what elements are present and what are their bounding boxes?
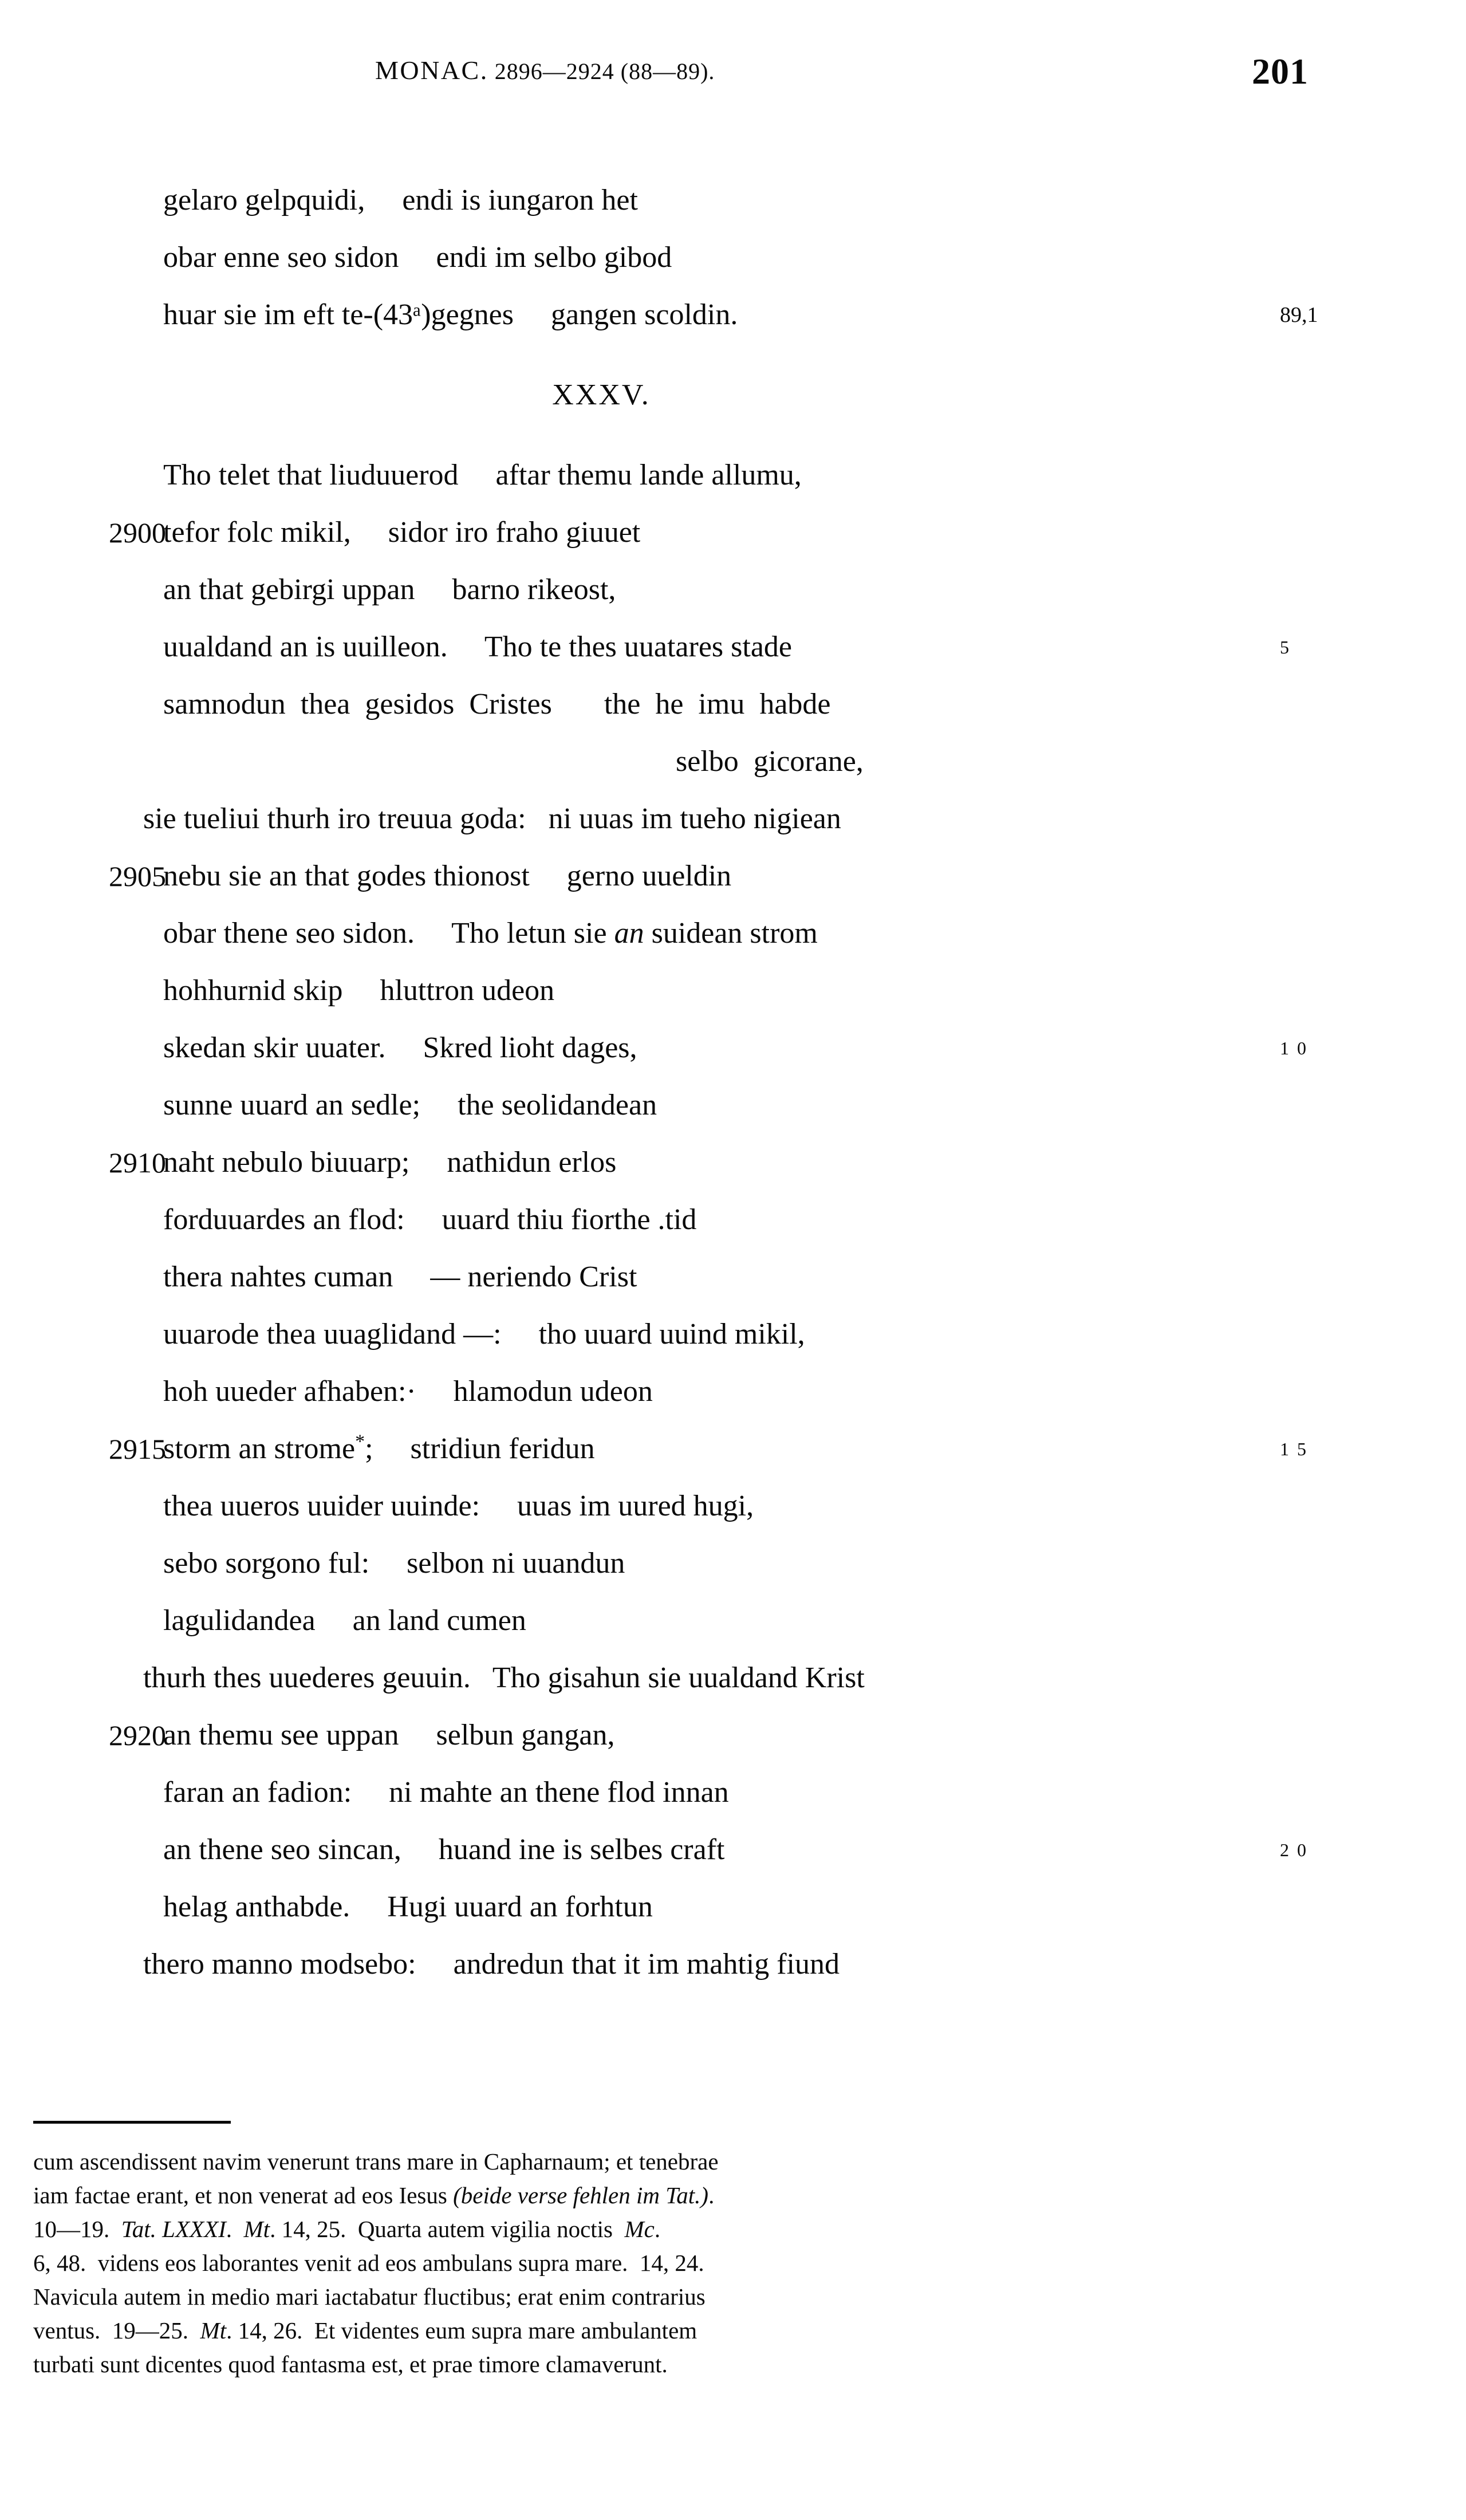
verse-line — [0, 1879, 1466, 1936]
verse-line-number: 2905 — [109, 860, 166, 892]
verse-line-text: thea uueros uuider uuinde: uuas im uured hugi, — [163, 1490, 754, 1522]
margin-line-number: 1 0 — [1280, 1038, 1308, 1058]
verse-line — [0, 504, 1466, 561]
verse-line-text: uuarode thea uuaglidand —: tho uuard uuind mikil, — [163, 1318, 805, 1350]
verse-line-number: 2915 — [109, 1433, 166, 1465]
verse-line — [0, 561, 1466, 619]
verse-line — [0, 1478, 1466, 1535]
verse-line — [0, 1191, 1466, 1249]
verse-line — [0, 1306, 1466, 1363]
page-number: 201 — [1252, 51, 1309, 92]
verse-line — [0, 1134, 1466, 1191]
margin-line-number: 5 — [1280, 637, 1291, 657]
verse-line-text: naht nebulo biuuarp; nathidun erlos — [163, 1146, 617, 1179]
verse-line-text: helag anthabde. Hugi uuard an forhtun — [163, 1891, 653, 1923]
verse-line-text: skedan skir uuater. Skred lioht dages, — [163, 1031, 637, 1064]
verse-line — [0, 619, 1466, 676]
verse-line-text: thurh thes uuederes geuuin. Tho gisahun sie uualdand Krist — [143, 1661, 865, 1694]
verse-line-text: thera nahtes cuman — neriendo Crist — [163, 1261, 637, 1293]
verse-line — [0, 447, 1466, 504]
verse-line-text: obar thene seo sidon. Tho letun sie an suidean strom — [163, 917, 818, 950]
margin-line-number: 89,1 — [1280, 303, 1318, 327]
verse-line-text: an thene seo sincan, huand ine is selbes craft — [163, 1833, 725, 1866]
running-head — [0, 51, 1466, 107]
verse-line-text: faran an fadion: ni mahte an thene flod innan — [163, 1776, 729, 1809]
verse-line — [0, 1707, 1466, 1764]
footnote-line: iam factae erant, et non venerat ad eos Iesus (beide verse fehlen im Tat.). — [33, 2182, 715, 2208]
verse-line — [0, 1019, 1466, 1077]
verse-line — [0, 676, 1466, 733]
running-head-work: MONAC. — [375, 56, 488, 85]
footnote-line: 10—19. Tat. LXXXI. Mt. 14, 25. Quarta autem vigilia noctis Mc. — [33, 2216, 661, 2242]
verse-line — [0, 962, 1466, 1019]
running-head-title — [375, 55, 715, 85]
chapter-heading-label: XXXV. — [552, 379, 651, 411]
verse-line-text: forduuardes an flod: uuard thiu fiorthe .tid — [163, 1203, 697, 1236]
verse-line-number: 2910 — [109, 1147, 166, 1179]
verse-line-text: tefor folc mikil, sidor iro fraho giuuet — [163, 516, 641, 549]
footnote-line: turbati sunt dicentes quod fantasma est, et prae timore clamaverunt. — [33, 2351, 668, 2377]
verse-line-text: obar enne seo sidon endi im selbo gibod — [163, 241, 672, 274]
footnote-divider — [33, 2121, 231, 2124]
verse-line-text: sunne uuard an sedle; the seolidandean — [163, 1089, 657, 1121]
verse-line-text: an themu see uppan selbun gangan, — [163, 1719, 615, 1751]
verse-line — [0, 790, 1466, 848]
verse-line — [0, 1649, 1466, 1707]
running-head-refs: 2896—2924 (88—89). — [494, 58, 715, 84]
verse-line-text: selbo gicorane, — [676, 745, 864, 778]
verse-line-number: 2900 — [109, 517, 166, 549]
verse-line-text: sebo sorgono ful: selbon ni uuandun — [163, 1547, 625, 1580]
verse-line-text: samnodun thea gesidos Cristes the he imu habde — [163, 688, 831, 720]
margin-line-number: 2 0 — [1280, 1840, 1308, 1860]
footnote-line: Navicula autem in medio mari iactabatur fluctibus; erat enim contrarius — [33, 2283, 706, 2310]
verse-line — [0, 1249, 1466, 1306]
verse-line — [0, 1420, 1466, 1478]
verse-line-text: sie tueliui thurh iro treuua goda: ni uuas im tueho nigiean — [143, 802, 841, 835]
verse-line-text: huar sie im eft te-(43ᵃ)gegnes gangen scoldin. — [163, 298, 738, 331]
verse-line-text: gelaro gelpquidi, endi is iungaron het — [163, 184, 638, 216]
verse-line — [0, 1936, 1466, 1993]
footnote-line: cum ascendissent navim venerunt trans mare in Capharnaum; et tenebrae — [33, 2148, 719, 2175]
verse-line — [0, 1764, 1466, 1821]
verse-line-text: an that gebirgi uppan barno rikeost, — [163, 573, 616, 606]
verse-line-text: hoh uueder afhaben:· hlamodun udeon — [163, 1375, 653, 1408]
verse-line — [0, 1535, 1466, 1592]
verse-line — [0, 1077, 1466, 1134]
footnote-line: ventus. 19—25. Mt. 14, 26. Et videntes eum supra mare ambulantem — [33, 2317, 697, 2344]
verse-line — [0, 229, 1466, 286]
verse-line-text: hohhurnid skip hluttron udeon — [163, 974, 555, 1007]
verse-line-text: Tho telet that liuduuerod aftar themu lande allumu, — [163, 459, 802, 491]
verse-line-text: nebu sie an that godes thionost gerno uueldin — [163, 860, 732, 892]
margin-line-number: 1 5 — [1280, 1439, 1308, 1459]
verse-line — [0, 1821, 1466, 1879]
verse-line-text: thero manno modsebo: andredun that it im mahtig fiund — [143, 1948, 840, 1980]
footnote-apparatus — [33, 2145, 1325, 2381]
verse-line — [0, 905, 1466, 962]
verse-line-number: 2920 — [109, 1719, 166, 1751]
verse-line — [0, 1363, 1466, 1420]
verse-line-text: uualdand an is uuilleon. Tho te thes uuatares stade — [163, 631, 792, 663]
verse-line — [0, 848, 1466, 905]
footnote-line: 6, 48. videns eos laborantes venit ad eos ambulans supra mare. 14, 24. — [33, 2250, 704, 2276]
verse-line — [0, 1592, 1466, 1649]
chapter-heading — [0, 378, 1466, 412]
verse-line — [0, 286, 1466, 344]
verse-line-text: lagulidandea an land cumen — [163, 1604, 526, 1637]
verse-line — [0, 733, 1466, 790]
verse-line — [0, 172, 1466, 229]
verse-line-text: storm an strome*; stridiun feridun — [163, 1431, 595, 1465]
